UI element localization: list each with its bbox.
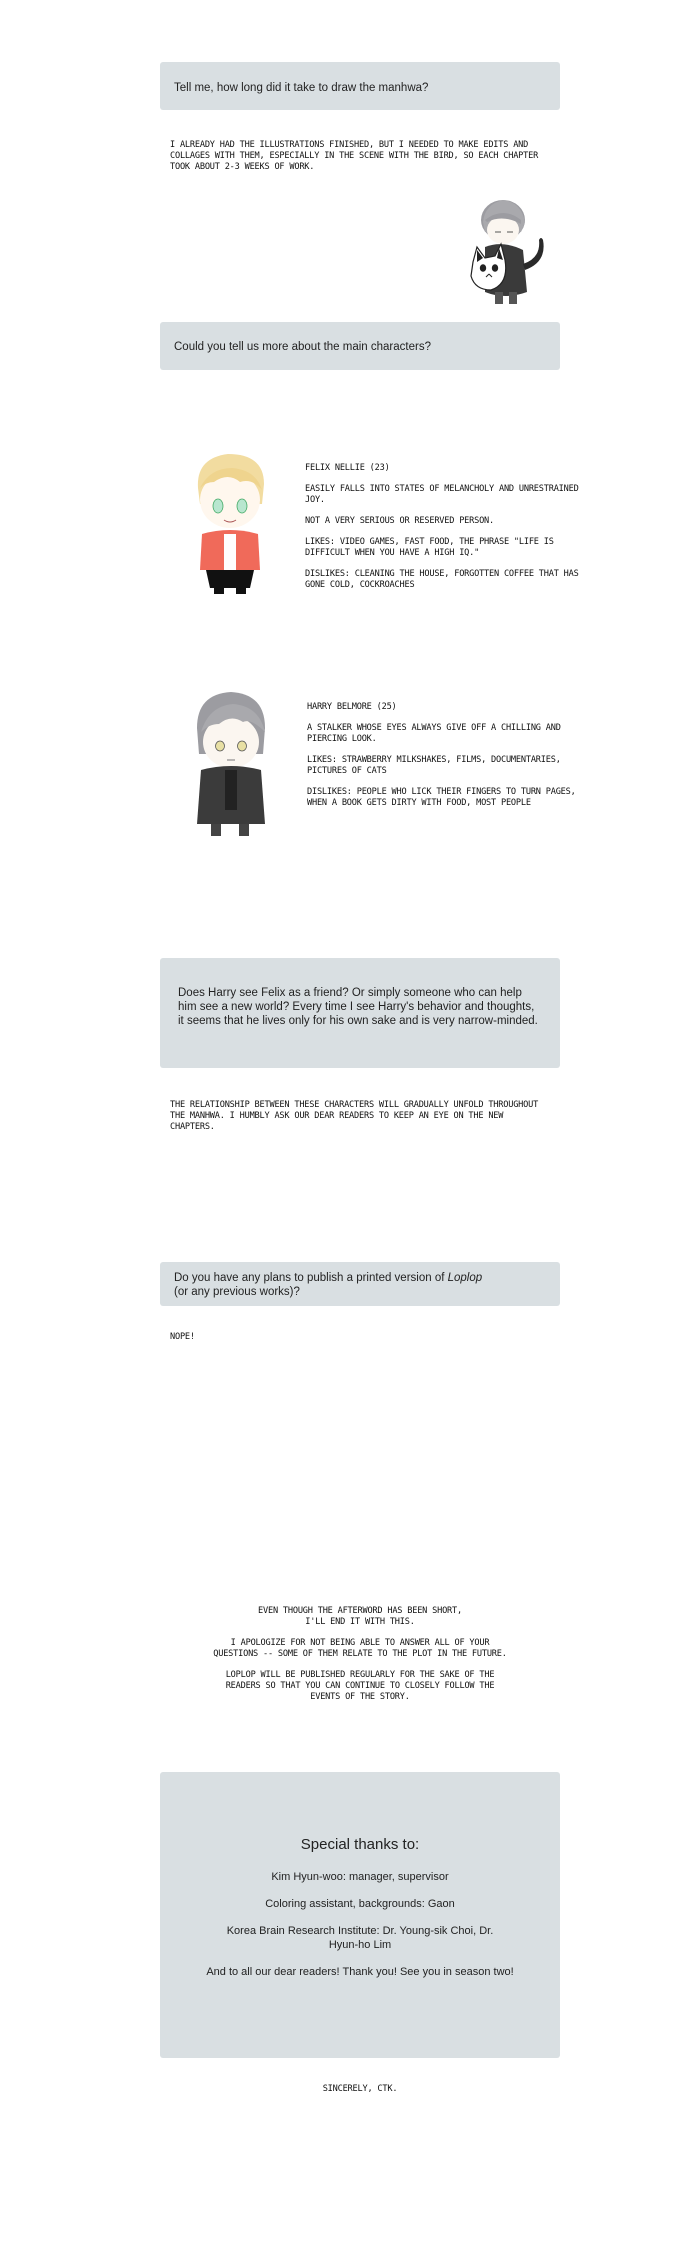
harry-dislikes: DISLIKES: PEOPLE WHO LICK THEIR FINGERS TO TURN PAGES, WHEN A BOOK GETS DIRTY WITH FOOD, MOST PEOPLE: [307, 787, 576, 808]
felix-description: EASILY FALLS INTO STATES OF MELANCHOLY AND UNRESTRAINED JOY.: [305, 484, 579, 505]
thanks-line-institute: [200, 1924, 520, 1952]
closing-line: EVENTS OF THE STORY.: [310, 1692, 410, 1702]
felix-likes: LIKES: VIDEO GAMES, FAST FOOD, THE PHRASE "LIFE IS DIFFICULT WHEN YOU HAVE A HIGH IQ.": [305, 537, 554, 558]
harry-name: HARRY BELMORE (25): [307, 702, 397, 712]
question-text: Could you tell us more about the main characters?: [174, 341, 431, 353]
answer-text: THE RELATIONSHIP BETWEEN THESE CHARACTERS WILL GRADUALLY UNFOLD THROUGHOUT THE MANHWA. I HUMBLY ASK OUR DEAR READERS TO KEEP AN EYE ON THE NEW CHAPTERS.: [170, 1100, 539, 1132]
closing-paragraph-2: [160, 1638, 560, 1660]
closing-line: QUESTIONS -- SOME OF THEM RELATE TO THE PLOT IN THE FUTURE.: [213, 1649, 507, 1659]
work-title: Loplop: [447, 1272, 483, 1284]
signature-text: SINCERELY, CTK.: [322, 2084, 398, 2094]
harry-likes: LIKES: STRAWBERRY MILKSHAKES, FILMS, DOCUMENTARIES, PICTURES OF CATS: [307, 755, 561, 776]
question-box-harry-felix: [160, 958, 560, 1068]
harry-profile: [307, 702, 597, 819]
answer-printed-version: [170, 1332, 370, 1353]
question-box-drawing-time: [160, 62, 560, 110]
felix-name: FELIX NELLIE (23): [305, 463, 390, 473]
harry-description: A STALKER WHOSE EYES ALWAYS GIVE OFF A CHILLING AND PIERCING LOOK.: [307, 723, 561, 744]
thanks-line-part: Hyun-ho Lim: [328, 1939, 392, 1951]
closing-paragraph-1: [160, 1606, 560, 1628]
question-text: Tell me, how long did it take to draw the manhwa?: [174, 82, 429, 94]
question-text: Does Harry see Felix as a friend? Or simply someone who can help him see a new world? Every time I see Harry's behavior and thoughts, it seems that he lives only for his own sake and is very narrow-minded.: [178, 987, 538, 1027]
felix-profile: [305, 463, 590, 601]
harry-illustration: [185, 688, 275, 838]
closing-line: EVEN THOUGH THE AFTERWORD HAS BEEN SHORT,: [258, 1606, 462, 1616]
answer-harry-felix: [170, 1100, 540, 1143]
thanks-line-part: Korea Brain Research Institute: Dr. Young-sik Choi, Dr.: [226, 1925, 494, 1937]
question-box-printed-version: [160, 1262, 560, 1306]
closing-remarks: [160, 1606, 560, 1713]
felix-trait: NOT A VERY SERIOUS OR RESERVED PERSON.: [305, 516, 495, 526]
closing-line: READERS SO THAT YOU CAN CONTINUE TO CLOSELY FOLLOW THE: [225, 1681, 495, 1691]
thanks-line-manager: Kim Hyun-woo: manager, supervisor: [271, 1871, 449, 1883]
thanks-line-coloring: Coloring assistant, backgrounds: Gaon: [265, 1898, 455, 1910]
felix-illustration: [180, 448, 280, 598]
harry-with-cat-illustration: [455, 192, 555, 312]
answer-text: NOPE!: [170, 1332, 195, 1342]
signature: [160, 2084, 560, 2095]
felix-dislikes: DISLIKES: CLEANING THE HOUSE, FORGOTTEN COFFEE THAT HAS GONE COLD, COCKROACHES: [305, 569, 579, 590]
closing-paragraph-3: [160, 1670, 560, 1703]
thanks-line-readers: And to all our dear readers! Thank you! See you in season two!: [206, 1966, 514, 1978]
thanks-title: Special thanks to:: [300, 1836, 420, 1853]
question-box-main-characters: [160, 322, 560, 370]
closing-line: I APOLOGIZE FOR NOT BEING ABLE TO ANSWER ALL OF YOUR: [230, 1638, 490, 1648]
question-text-line2: (or any previous works)?: [174, 1286, 300, 1298]
closing-line: I'LL END IT WITH THIS.: [305, 1617, 415, 1627]
answer-text: I ALREADY HAD THE ILLUSTRATIONS FINISHED, BUT I NEEDED TO MAKE EDITS AND COLLAGES WITH THEM, ESPECIALLY IN THE SCENE WITH THE BIRD, SO EACH CHAPTER TOOK ABOUT 2-3 WEEKS OF WORK.: [170, 140, 539, 172]
question-text: Do you have any plans to publish a printed version of: [174, 1272, 448, 1284]
special-thanks-box: [160, 1772, 560, 2058]
closing-line: LOPLOP WILL BE PUBLISHED REGULARLY FOR THE SAKE OF THE: [225, 1670, 495, 1680]
answer-drawing-time: [170, 140, 540, 183]
